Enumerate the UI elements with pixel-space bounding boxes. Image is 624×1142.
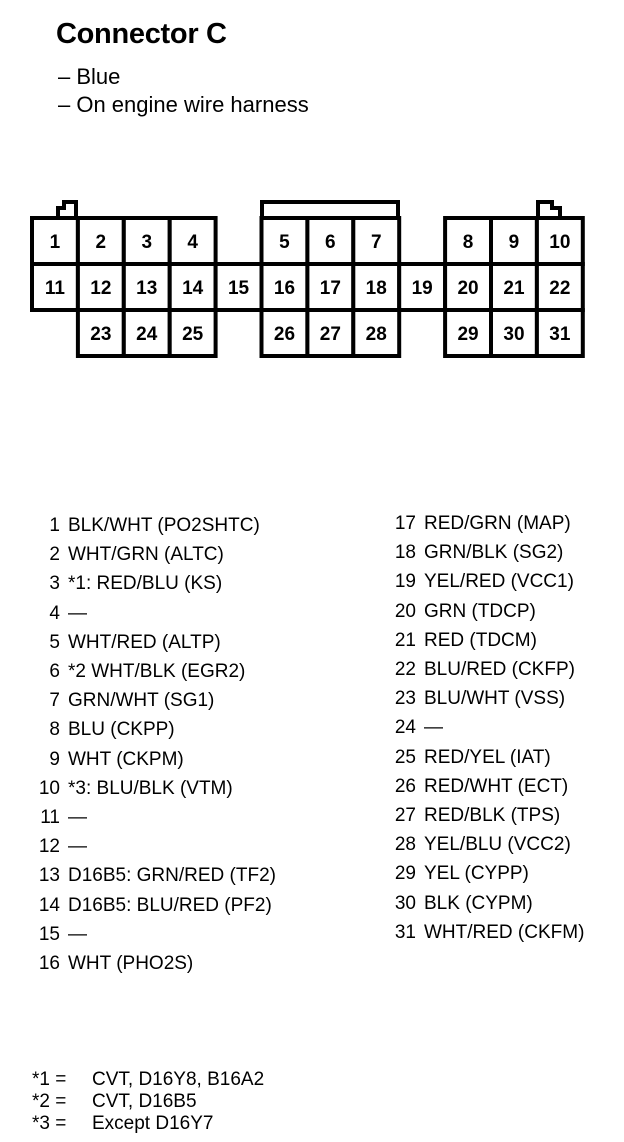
- pin-list-left: [34, 511, 276, 978]
- pin-description: *3: BLU/BLK (VTM): [68, 777, 233, 799]
- pin-row: [392, 889, 584, 918]
- pin-row: [392, 626, 584, 655]
- cavity-17: [307, 264, 353, 310]
- footnotes: [32, 1069, 264, 1135]
- pin-row: [392, 859, 584, 888]
- pin-number: 15: [38, 923, 60, 945]
- cavity-21: [491, 264, 537, 310]
- pin-description: RED/BLK (TPS): [424, 805, 561, 827]
- cavity-9: [491, 218, 537, 264]
- pin-description: RED/YEL (IAT): [424, 746, 551, 768]
- cavity-number: 5: [279, 232, 290, 253]
- pin-description: BLU/RED (CKFP): [424, 659, 575, 681]
- pin-row: [392, 772, 584, 801]
- cavity-number: 21: [503, 278, 525, 299]
- pin-number: 9: [49, 748, 60, 770]
- cavity-12: [78, 264, 124, 310]
- pin-description: —: [68, 602, 87, 624]
- pin-number: 3: [49, 573, 60, 595]
- cavity-number: 26: [273, 324, 296, 345]
- cavity-number: 1: [49, 232, 61, 253]
- pin-description: *2 WHT/BLK (EGR2): [68, 661, 246, 683]
- pin-number: 8: [49, 719, 60, 741]
- pin-description: WHT/RED (CKFM): [424, 921, 585, 943]
- cavity-15: [216, 264, 262, 310]
- pin-description: RED (TDCM): [424, 629, 537, 651]
- pin-number: 4: [49, 602, 60, 624]
- pin-number: 25: [394, 746, 416, 768]
- cavity-number: 31: [549, 324, 571, 345]
- footnote-text: Except D16Y7: [92, 1113, 214, 1134]
- pin-number: 7: [49, 690, 60, 712]
- pin-row: [392, 567, 584, 596]
- cavity-29: [445, 310, 491, 356]
- cavity-31: [537, 310, 583, 356]
- pin-number: 10: [38, 777, 60, 799]
- cavity-14: [170, 264, 216, 310]
- pin-number: 6: [49, 661, 60, 683]
- pin-row: [392, 684, 584, 713]
- footnote-key: *2 =: [32, 1091, 67, 1112]
- cavity-8: [445, 218, 491, 264]
- pin-number: 23: [394, 688, 416, 710]
- pin-number: 20: [394, 600, 416, 622]
- pin-number: 24: [394, 717, 416, 739]
- cavity-27: [307, 310, 353, 356]
- pin-number: 30: [394, 892, 416, 914]
- cavity-number: 6: [325, 232, 336, 253]
- pin-row: [392, 713, 584, 742]
- cavity-number: 28: [365, 324, 387, 345]
- pin-description: YEL/BLU (VCC2): [424, 834, 571, 856]
- pin-list-right: [392, 509, 584, 947]
- cavity-number: 24: [136, 324, 158, 345]
- pin-number: 1: [49, 515, 60, 536]
- cavity-30: [491, 310, 537, 356]
- pin-description: RED/WHT (ECT): [424, 775, 569, 797]
- cavity-number: 23: [90, 324, 112, 345]
- cavity-28: [353, 310, 399, 356]
- pin-row: [34, 861, 276, 890]
- pin-row: [392, 743, 584, 772]
- cavity-16: [262, 264, 308, 310]
- pin-description: —: [68, 923, 87, 945]
- pin-row: [34, 949, 276, 978]
- cavity-25: [170, 310, 216, 356]
- pin-row: [392, 655, 584, 684]
- pin-row: [34, 803, 276, 832]
- pin-number: 13: [38, 865, 60, 887]
- cavity-number: 14: [182, 278, 204, 299]
- pin-description: BLU/WHT (VSS): [424, 688, 566, 710]
- pin-number: 27: [394, 805, 416, 827]
- cavity-number: 18: [365, 278, 387, 299]
- cavity-number: 17: [319, 278, 341, 299]
- pin-row: [34, 891, 276, 920]
- pin-description: *1: RED/BLU (KS): [68, 573, 223, 595]
- cavity-7: [353, 218, 399, 264]
- cavity-number: 2: [95, 232, 107, 253]
- pin-description: WHT (PHO2S): [68, 953, 194, 975]
- pin-row: [34, 715, 276, 744]
- pin-row: [34, 774, 276, 803]
- pin-description: BLK (CYPM): [424, 892, 533, 914]
- cavity-24: [124, 310, 170, 356]
- cavity-23: [78, 310, 124, 356]
- pin-row: [392, 509, 584, 538]
- connector-location: – On engine wire harness: [58, 92, 309, 117]
- pin-number: 17: [394, 513, 416, 534]
- cavity-20: [445, 264, 491, 310]
- pin-description: WHT (CKPM): [68, 748, 184, 770]
- cavity-19: [399, 264, 445, 310]
- footnote: [32, 1069, 264, 1091]
- pin-description: WHT/RED (ALTP): [68, 631, 221, 653]
- pin-row: [34, 628, 276, 657]
- connector-latch-right: [538, 202, 560, 218]
- connector-housing-top: [262, 202, 398, 218]
- cavity-11: [32, 264, 78, 310]
- cavity-number: 16: [273, 278, 296, 299]
- pin-description: D16B5: BLU/RED (PF2): [68, 894, 272, 916]
- pin-description: GRN/BLK (SG2): [424, 542, 564, 564]
- cavity-2: [78, 218, 124, 264]
- cavity-number: 7: [370, 232, 382, 253]
- pin-row: [392, 918, 584, 947]
- pin-number: 22: [394, 659, 416, 681]
- pin-row: [392, 801, 584, 830]
- footnote-text: CVT, D16B5: [92, 1091, 197, 1112]
- pin-description: —: [68, 836, 87, 858]
- pin-row: [34, 569, 276, 598]
- pin-row: [34, 599, 276, 628]
- cavity-number: 9: [508, 232, 520, 253]
- pin-number: 26: [394, 775, 416, 797]
- pin-row: [34, 832, 276, 861]
- pin-number: 31: [394, 921, 416, 943]
- cavity-number: 12: [90, 278, 112, 299]
- cavity-number: 30: [503, 324, 525, 345]
- cavity-number: 25: [182, 324, 204, 345]
- pin-number: 19: [394, 571, 416, 593]
- connector-latch-left: [58, 202, 76, 218]
- cavity-4: [170, 218, 216, 264]
- connector-title: Connector C: [56, 18, 227, 50]
- connector-color: – Blue: [58, 64, 121, 89]
- footnote-text: CVT, D16Y8, B16A2: [92, 1069, 265, 1090]
- cavity-number: 15: [227, 278, 250, 299]
- cavity-number: 3: [141, 232, 153, 253]
- cavity-22: [537, 264, 583, 310]
- cavity-number: 8: [462, 232, 474, 253]
- pin-number: 28: [394, 834, 416, 856]
- cavity-18: [353, 264, 399, 310]
- pin-number: 16: [38, 953, 60, 975]
- pin-number: 18: [394, 542, 416, 564]
- pin-row: [34, 745, 276, 774]
- cavity-26: [262, 310, 308, 356]
- cavity-number: 19: [411, 278, 433, 299]
- pin-description: RED/GRN (MAP): [424, 513, 571, 534]
- cavity-13: [124, 264, 170, 310]
- cavity-number: 22: [549, 278, 571, 299]
- pin-row: [34, 511, 276, 540]
- pin-row: [392, 538, 584, 567]
- pin-number: 29: [394, 863, 416, 885]
- cavity-6: [307, 218, 353, 264]
- pin-row: [34, 657, 276, 686]
- pin-description: GRN (TDCP): [424, 600, 536, 622]
- cavity-5: [262, 218, 308, 264]
- cavity-number: 11: [44, 278, 65, 299]
- pin-description: YEL (CYPP): [424, 863, 529, 885]
- cavity-3: [124, 218, 170, 264]
- pin-row: [392, 597, 584, 626]
- pin-number: 21: [394, 629, 416, 651]
- pin-row: [34, 920, 276, 949]
- pin-description: —: [424, 717, 443, 739]
- pin-number: 5: [49, 631, 60, 653]
- pin-row: [34, 540, 276, 569]
- cavity-number: 20: [457, 278, 479, 299]
- cavity-number: 13: [136, 278, 158, 299]
- pin-number: 2: [49, 544, 60, 566]
- footnote: [32, 1091, 264, 1113]
- cavity-number: 29: [457, 324, 479, 345]
- cavity-10: [537, 218, 583, 264]
- footnote: [32, 1113, 264, 1135]
- pin-number: 11: [40, 807, 60, 829]
- pin-description: BLK/WHT (PO2SHTC): [68, 515, 260, 536]
- footnote-key: *1 =: [32, 1069, 67, 1090]
- connector-face-diagram: [0, 0, 624, 380]
- cavity-number: 27: [319, 324, 341, 345]
- cavity-1: [32, 218, 78, 264]
- cavity-number: 4: [187, 232, 198, 253]
- pin-description: BLU (CKPP): [68, 719, 175, 741]
- cavity-grid: [32, 218, 583, 356]
- pin-description: YEL/RED (VCC1): [424, 571, 574, 593]
- pin-description: D16B5: GRN/RED (TF2): [68, 865, 276, 887]
- pin-row: [392, 830, 584, 859]
- pin-row: [34, 686, 276, 715]
- pin-description: —: [68, 807, 87, 829]
- pin-description: WHT/GRN (ALTC): [68, 544, 224, 566]
- pin-number: 14: [38, 894, 60, 916]
- pin-number: 12: [38, 836, 60, 858]
- cavity-number: 10: [549, 232, 571, 253]
- footnote-key: *3 =: [32, 1113, 67, 1134]
- pin-description: GRN/WHT (SG1): [68, 690, 215, 712]
